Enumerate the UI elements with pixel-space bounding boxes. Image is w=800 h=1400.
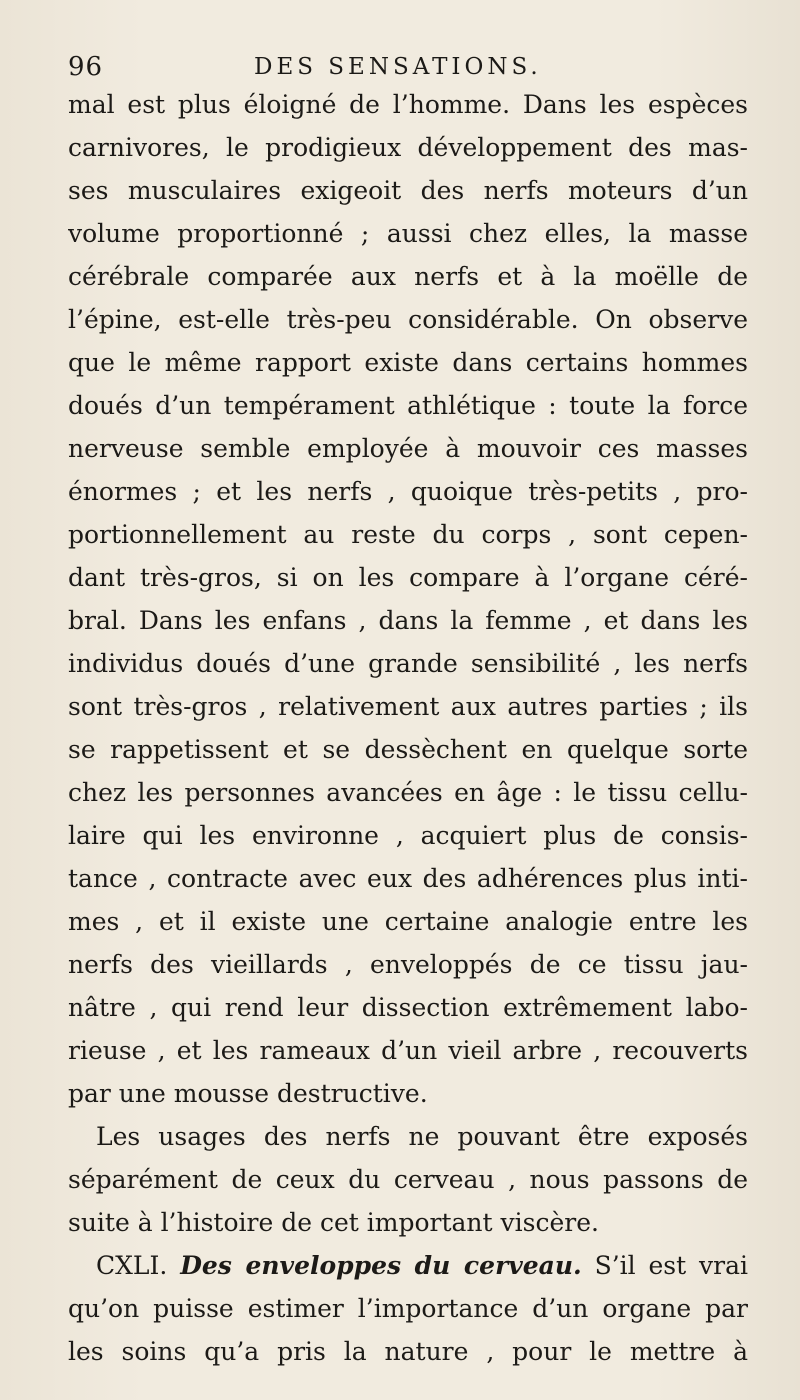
text-line: ses musculaires exigeoit des nerfs moteurs d’un: [68, 176, 748, 205]
text-line: l’épine, est-elle très-peu considérable. On observe: [68, 305, 748, 334]
section-title: Des enveloppes du cerveau.: [180, 1251, 582, 1280]
text-line: chez les personnes avancées en âge : le tissu cellu-: [68, 778, 748, 807]
page-number: 96: [68, 52, 104, 82]
text-line: cérébrale comparée aux nerfs et à la moëlle de: [68, 262, 748, 291]
text-line: les soins qu’a pris la nature , pour le mettre à: [68, 1337, 748, 1366]
text-line: sont très-gros , relativement aux autres parties ; ils: [68, 692, 748, 721]
text-line: portionnellement au reste du corps , sont cepen-: [68, 520, 748, 549]
text-line: volume proportionné ; aussi chez elles, la masse: [68, 219, 748, 248]
text-line: suite à l’histoire de cet important viscère.: [68, 1208, 599, 1237]
text-line: séparément de ceux du cerveau , nous passons de: [68, 1165, 748, 1194]
text-line: bral. Dans les enfans , dans la femme , et dans les: [68, 606, 748, 635]
text-line: par une mousse destructive.: [68, 1079, 428, 1108]
text-line: se rappetissent et se dessèchent en quelque sorte: [68, 735, 748, 764]
text-line: nerveuse semble employée à mouvoir ces masses: [68, 434, 748, 463]
section-number: CXLI.: [96, 1251, 168, 1280]
text-line: nâtre , qui rend leur dissection extrêmement labo-: [68, 993, 748, 1022]
text-line: laire qui les environne , acquiert plus de consis-: [68, 821, 748, 850]
paragraph: [68, 1244, 748, 1373]
text-line: qu’on puisse estimer l’importance d’un organe par: [68, 1294, 748, 1323]
text-fragment: S’il est vrai: [594, 1251, 748, 1280]
text-line: énormes ; et les nerfs , quoique très-petits , pro-: [68, 477, 748, 506]
text-line: dant très-gros, si on les compare à l’organe céré-: [68, 563, 748, 592]
text-line: Les usages des nerfs ne pouvant être exposés: [96, 1122, 748, 1151]
text-line: que le même rapport existe dans certains hommes: [68, 348, 748, 377]
text-line: rieuse , et les rameaux d’un vieil arbre , recouverts: [68, 1036, 748, 1065]
body-text: [68, 83, 748, 1373]
paragraph: [68, 83, 748, 1115]
paragraph: [68, 1115, 748, 1244]
text-line: tance , contracte avec eux des adhérences plus inti-: [68, 864, 748, 893]
text-line: carnivores, le prodigieux développement des mas-: [68, 133, 748, 162]
text-line: nerfs des vieillards , enveloppés de ce tissu jau-: [68, 950, 748, 979]
running-head: DES SENSATIONS.: [254, 54, 542, 80]
text-line: mes , et il existe une certaine analogie entre les: [68, 907, 748, 936]
text-line: mal est plus éloigné de l’homme. Dans les espèces: [68, 90, 748, 119]
text-line: doués d’un tempérament athlétique : toute la force: [68, 391, 748, 420]
section-heading-line: [68, 1244, 748, 1287]
text-line: individus doués d’une grande sensibilité , les nerfs: [68, 649, 748, 678]
